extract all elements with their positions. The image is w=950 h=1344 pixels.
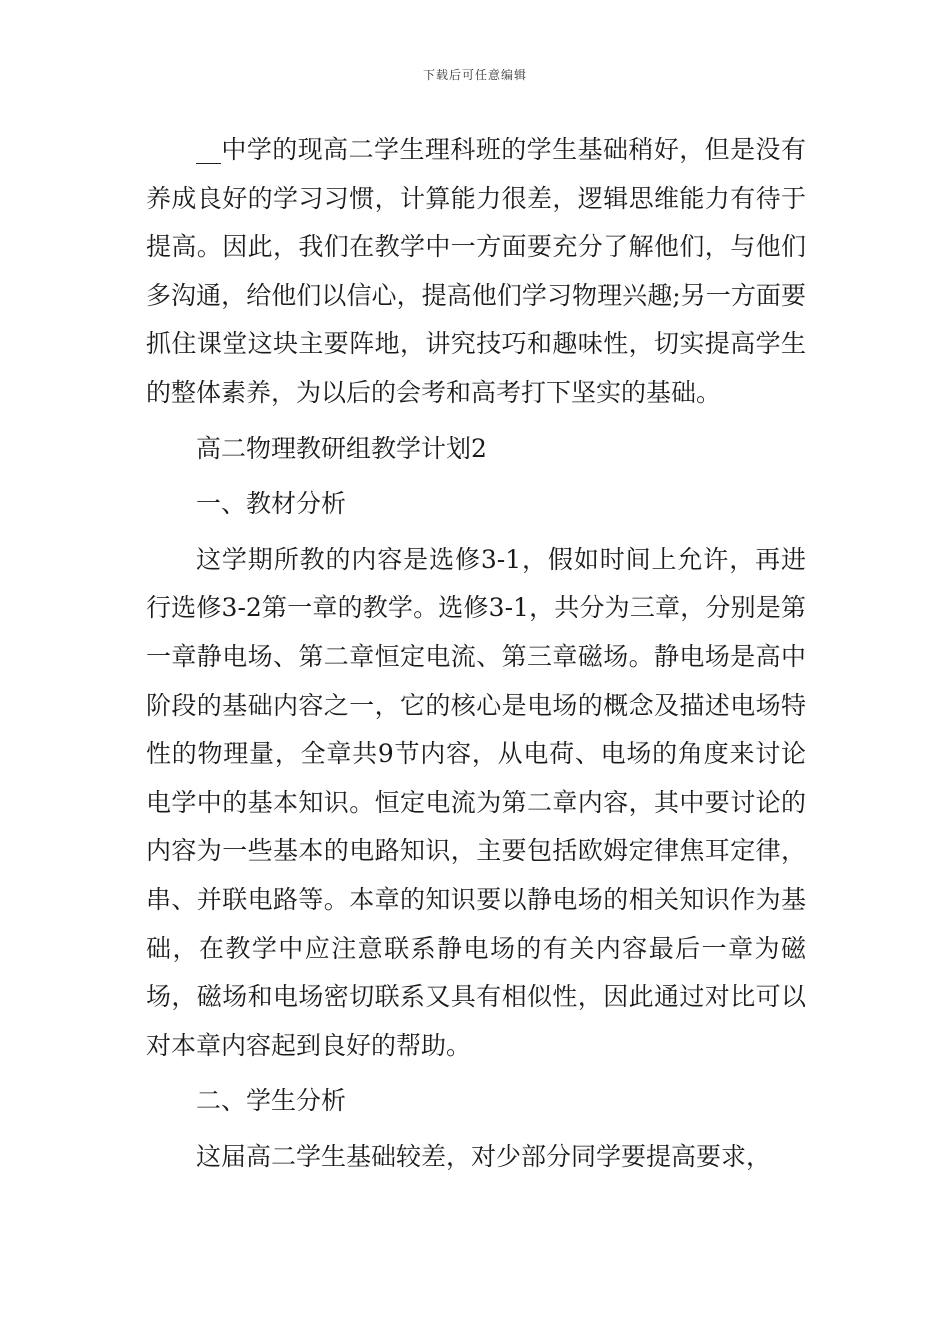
paragraph-students: 这届高二学生基础较差，对少部分同学要提高要求，: [196, 1141, 772, 1171]
plan-title: 高二物理教研组教学计划2: [196, 433, 487, 463]
paragraph-intro: __中学的现高二学生理科班的学生基础稍好，但是没有养成良好的学习习惯，计算能力很差，逻辑思维能力有待于提高。因此，我们在教学中一方面要充分了解他们，与他们多沟通，给他们以信心，提高他们学习物理兴趣;另一方面要抓住课堂这块主要阵地，讲究技巧和趣味性，切实提高学生的整体素养，为以后的会考和高考打下坚实的基础。: [146, 135, 806, 407]
paragraph-materials: 这学期所教的内容是选修3-1，假如时间上允许，再进行选修3-2第一章的教学。选修3-1，共分为三章，分别是第一章静电场、第二章恒定电流、第三章磁场。静电场是高中阶段的基础内容之一，它的核心是电场的概念及描述电场特性的物理量，全章共9节内容，从电荷、电场的角度来讨论电学中的基本知识。恒定电流为第二章内容，其中要讨论的内容为一些基本的电路知识，主要包括欧姆定律焦耳定律，串、并联电路等。本章的知识要以静电场的相关知识作为基础，在教学中应注意联系静电场的有关内容最后一章为磁场，磁场和电场密切联系又具有相似性，因此通过对比可以对本章内容起到良好的帮助。: [146, 544, 806, 1060]
section-heading-students: 二、学生分析: [196, 1086, 347, 1116]
section-heading-materials: 一、教材分析: [196, 489, 347, 519]
header-note: 下载后可任意编辑: [422, 68, 527, 82]
document-body: [146, 126, 806, 1181]
